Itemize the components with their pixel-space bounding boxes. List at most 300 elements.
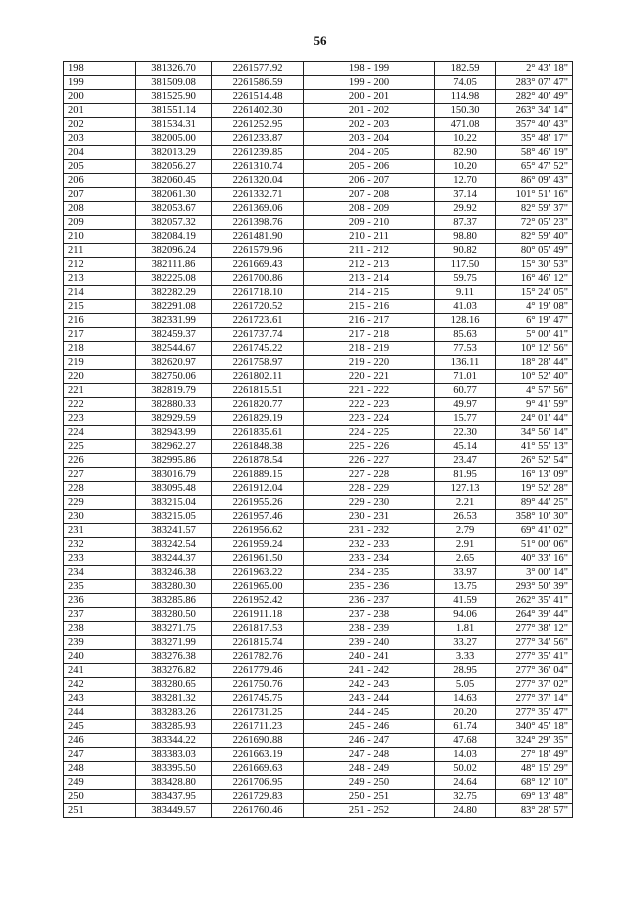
segment-cell: 226 - 227	[304, 454, 435, 468]
coordinates-table-body	[64, 62, 573, 818]
segment-length-cell: 2.65	[435, 552, 496, 566]
direction-angle-cell: 89° 44' 25"	[496, 496, 573, 510]
segment-cell: 247 - 248	[304, 748, 435, 762]
segment-cell: 241 - 242	[304, 664, 435, 678]
table-row	[64, 216, 573, 230]
x-coordinate-cell: 382225.08	[136, 272, 212, 286]
x-coordinate-cell: 383276.82	[136, 664, 212, 678]
point-number-cell: 247	[64, 748, 136, 762]
segment-cell: 251 - 252	[304, 804, 435, 818]
y-coordinate-cell: 2261779.46	[212, 664, 304, 678]
y-coordinate-cell: 2261239.85	[212, 146, 304, 160]
point-number-cell: 219	[64, 356, 136, 370]
segment-length-cell: 10.20	[435, 160, 496, 174]
x-coordinate-cell: 381534.31	[136, 118, 212, 132]
x-coordinate-cell: 383285.93	[136, 720, 212, 734]
y-coordinate-cell: 2261723.61	[212, 314, 304, 328]
segment-cell: 239 - 240	[304, 636, 435, 650]
direction-angle-cell: 26° 52' 54"	[496, 454, 573, 468]
y-coordinate-cell: 2261782.76	[212, 650, 304, 664]
x-coordinate-cell: 383280.65	[136, 678, 212, 692]
table-row	[64, 202, 573, 216]
point-number-cell: 249	[64, 776, 136, 790]
segment-cell: 225 - 226	[304, 440, 435, 454]
direction-angle-cell: 35° 48' 17"	[496, 132, 573, 146]
point-number-cell: 209	[64, 216, 136, 230]
table-row	[64, 104, 573, 118]
x-coordinate-cell: 383215.05	[136, 510, 212, 524]
table-row	[64, 678, 573, 692]
coordinates-table	[63, 61, 573, 818]
point-number-cell: 224	[64, 426, 136, 440]
direction-angle-cell: 16° 46' 12"	[496, 272, 573, 286]
point-number-cell: 218	[64, 342, 136, 356]
x-coordinate-cell: 381525.90	[136, 90, 212, 104]
x-coordinate-cell: 383437.95	[136, 790, 212, 804]
segment-length-cell: 5.05	[435, 678, 496, 692]
point-number-cell: 220	[64, 370, 136, 384]
x-coordinate-cell: 383285.86	[136, 594, 212, 608]
segment-cell: 200 - 201	[304, 90, 435, 104]
table-row	[64, 258, 573, 272]
direction-angle-cell: 72° 05' 23"	[496, 216, 573, 230]
direction-angle-cell: 5° 00' 41"	[496, 328, 573, 342]
segment-length-cell: 28.95	[435, 664, 496, 678]
y-coordinate-cell: 2261802.11	[212, 370, 304, 384]
segment-length-cell: 24.80	[435, 804, 496, 818]
direction-angle-cell: 293° 50' 39"	[496, 580, 573, 594]
table-row	[64, 356, 573, 370]
y-coordinate-cell: 2261889.15	[212, 468, 304, 482]
y-coordinate-cell: 2261711.23	[212, 720, 304, 734]
x-coordinate-cell: 382819.79	[136, 384, 212, 398]
table-row	[64, 776, 573, 790]
x-coordinate-cell: 383344.22	[136, 734, 212, 748]
table-row	[64, 454, 573, 468]
table-row	[64, 244, 573, 258]
point-number-cell: 198	[64, 62, 136, 76]
point-number-cell: 204	[64, 146, 136, 160]
table-row	[64, 398, 573, 412]
segment-cell: 236 - 237	[304, 594, 435, 608]
point-number-cell: 225	[64, 440, 136, 454]
x-coordinate-cell: 383215.04	[136, 496, 212, 510]
segment-cell: 213 - 214	[304, 272, 435, 286]
table-row	[64, 132, 573, 146]
segment-cell: 233 - 234	[304, 552, 435, 566]
segment-length-cell: 50.02	[435, 762, 496, 776]
point-number-cell: 245	[64, 720, 136, 734]
point-number-cell: 213	[64, 272, 136, 286]
point-number-cell: 233	[64, 552, 136, 566]
segment-cell: 209 - 210	[304, 216, 435, 230]
segment-cell: 240 - 241	[304, 650, 435, 664]
segment-length-cell: 12.70	[435, 174, 496, 188]
segment-cell: 224 - 225	[304, 426, 435, 440]
table-row	[64, 62, 573, 76]
table-row	[64, 734, 573, 748]
y-coordinate-cell: 2261700.86	[212, 272, 304, 286]
point-number-cell: 216	[64, 314, 136, 328]
segment-length-cell: 29.92	[435, 202, 496, 216]
segment-cell: 220 - 221	[304, 370, 435, 384]
table-row	[64, 426, 573, 440]
segment-cell: 232 - 233	[304, 538, 435, 552]
table-row	[64, 566, 573, 580]
direction-angle-cell: 83° 28' 57"	[496, 804, 573, 818]
direction-angle-cell: 40° 33' 16"	[496, 552, 573, 566]
y-coordinate-cell: 2261577.92	[212, 62, 304, 76]
y-coordinate-cell: 2261745.22	[212, 342, 304, 356]
direction-angle-cell: 4° 19' 08"	[496, 300, 573, 314]
direction-angle-cell: 68° 12' 10"	[496, 776, 573, 790]
y-coordinate-cell: 2261815.51	[212, 384, 304, 398]
segment-cell: 214 - 215	[304, 286, 435, 300]
x-coordinate-cell: 383383.03	[136, 748, 212, 762]
segment-length-cell: 37.14	[435, 188, 496, 202]
direction-angle-cell: 24° 01' 44"	[496, 412, 573, 426]
table-row	[64, 552, 573, 566]
direction-angle-cell: 15° 30' 53"	[496, 258, 573, 272]
segment-cell: 219 - 220	[304, 356, 435, 370]
y-coordinate-cell: 2261912.04	[212, 482, 304, 496]
direction-angle-cell: 4° 57' 56"	[496, 384, 573, 398]
y-coordinate-cell: 2261252.95	[212, 118, 304, 132]
table-row	[64, 594, 573, 608]
y-coordinate-cell: 2261398.76	[212, 216, 304, 230]
x-coordinate-cell: 382943.99	[136, 426, 212, 440]
table-row	[64, 342, 573, 356]
x-coordinate-cell: 382057.32	[136, 216, 212, 230]
table-row	[64, 706, 573, 720]
table-row	[64, 146, 573, 160]
point-number-cell: 241	[64, 664, 136, 678]
point-number-cell: 235	[64, 580, 136, 594]
point-number-cell: 222	[64, 398, 136, 412]
y-coordinate-cell: 2261579.96	[212, 244, 304, 258]
segment-length-cell: 114.98	[435, 90, 496, 104]
table-row	[64, 762, 573, 776]
x-coordinate-cell: 383428.80	[136, 776, 212, 790]
point-number-cell: 210	[64, 230, 136, 244]
direction-angle-cell: 82° 59' 37"	[496, 202, 573, 216]
table-row	[64, 580, 573, 594]
y-coordinate-cell: 2261965.00	[212, 580, 304, 594]
segment-length-cell: 77.53	[435, 342, 496, 356]
direction-angle-cell: 27° 18' 49"	[496, 748, 573, 762]
direction-angle-cell: 282° 40' 49"	[496, 90, 573, 104]
segment-cell: 216 - 217	[304, 314, 435, 328]
x-coordinate-cell: 383276.38	[136, 650, 212, 664]
y-coordinate-cell: 2261233.87	[212, 132, 304, 146]
y-coordinate-cell: 2261669.63	[212, 762, 304, 776]
y-coordinate-cell: 2261332.71	[212, 188, 304, 202]
x-coordinate-cell: 382111.86	[136, 258, 212, 272]
x-coordinate-cell: 382056.27	[136, 160, 212, 174]
x-coordinate-cell: 383280.30	[136, 580, 212, 594]
point-number-cell: 250	[64, 790, 136, 804]
direction-angle-cell: 10° 12' 56"	[496, 342, 573, 356]
segment-cell: 212 - 213	[304, 258, 435, 272]
direction-angle-cell: 58° 46' 19"	[496, 146, 573, 160]
point-number-cell: 251	[64, 804, 136, 818]
x-coordinate-cell: 382084.19	[136, 230, 212, 244]
direction-angle-cell: 86° 09' 43"	[496, 174, 573, 188]
y-coordinate-cell: 2261848.38	[212, 440, 304, 454]
segment-length-cell: 59.75	[435, 272, 496, 286]
segment-length-cell: 45.14	[435, 440, 496, 454]
segment-length-cell: 23.47	[435, 454, 496, 468]
x-coordinate-cell: 383271.75	[136, 622, 212, 636]
table-row	[64, 370, 573, 384]
segment-length-cell: 49.97	[435, 398, 496, 412]
segment-cell: 217 - 218	[304, 328, 435, 342]
direction-angle-cell: 48° 15' 29"	[496, 762, 573, 776]
x-coordinate-cell: 382060.45	[136, 174, 212, 188]
y-coordinate-cell: 2261959.24	[212, 538, 304, 552]
point-number-cell: 248	[64, 762, 136, 776]
point-number-cell: 246	[64, 734, 136, 748]
segment-cell: 201 - 202	[304, 104, 435, 118]
x-coordinate-cell: 382962.27	[136, 440, 212, 454]
point-number-cell: 243	[64, 692, 136, 706]
direction-angle-cell: 34° 56' 14"	[496, 426, 573, 440]
point-number-cell: 217	[64, 328, 136, 342]
segment-cell: 223 - 224	[304, 412, 435, 426]
segment-cell: 199 - 200	[304, 76, 435, 90]
direction-angle-cell: 358° 10' 30"	[496, 510, 573, 524]
segment-cell: 227 - 228	[304, 468, 435, 482]
point-number-cell: 240	[64, 650, 136, 664]
y-coordinate-cell: 2261750.76	[212, 678, 304, 692]
direction-angle-cell: 18° 28' 44"	[496, 356, 573, 370]
point-number-cell: 226	[64, 454, 136, 468]
table-row	[64, 412, 573, 426]
x-coordinate-cell: 383449.57	[136, 804, 212, 818]
y-coordinate-cell: 2261731.25	[212, 706, 304, 720]
segment-cell: 238 - 239	[304, 622, 435, 636]
direction-angle-cell: 69° 41' 02"	[496, 524, 573, 538]
x-coordinate-cell: 382282.29	[136, 286, 212, 300]
point-number-cell: 200	[64, 90, 136, 104]
table-row	[64, 230, 573, 244]
direction-angle-cell: 277° 38' 12"	[496, 622, 573, 636]
segment-cell: 250 - 251	[304, 790, 435, 804]
direction-angle-cell: 283° 07' 47"	[496, 76, 573, 90]
segment-length-cell: 41.59	[435, 594, 496, 608]
table-row	[64, 118, 573, 132]
segment-cell: 248 - 249	[304, 762, 435, 776]
segment-length-cell: 136.11	[435, 356, 496, 370]
segment-length-cell: 71.01	[435, 370, 496, 384]
y-coordinate-cell: 2261706.95	[212, 776, 304, 790]
point-number-cell: 242	[64, 678, 136, 692]
x-coordinate-cell: 382331.99	[136, 314, 212, 328]
point-number-cell: 229	[64, 496, 136, 510]
segment-length-cell: 2.91	[435, 538, 496, 552]
y-coordinate-cell: 2261815.74	[212, 636, 304, 650]
table-row	[64, 300, 573, 314]
segment-length-cell: 128.16	[435, 314, 496, 328]
y-coordinate-cell: 2261952.42	[212, 594, 304, 608]
segment-length-cell: 26.53	[435, 510, 496, 524]
segment-length-cell: 32.75	[435, 790, 496, 804]
y-coordinate-cell: 2261310.74	[212, 160, 304, 174]
segment-cell: 228 - 229	[304, 482, 435, 496]
segment-length-cell: 47.68	[435, 734, 496, 748]
segment-length-cell: 94.06	[435, 608, 496, 622]
direction-angle-cell: 357° 40' 43"	[496, 118, 573, 132]
segment-cell: 231 - 232	[304, 524, 435, 538]
table-row	[64, 608, 573, 622]
y-coordinate-cell: 2261586.59	[212, 76, 304, 90]
segment-length-cell: 3.33	[435, 650, 496, 664]
point-number-cell: 201	[64, 104, 136, 118]
y-coordinate-cell: 2261720.52	[212, 300, 304, 314]
x-coordinate-cell: 382929.59	[136, 412, 212, 426]
table-row	[64, 692, 573, 706]
point-number-cell: 215	[64, 300, 136, 314]
segment-cell: 221 - 222	[304, 384, 435, 398]
segment-cell: 204 - 205	[304, 146, 435, 160]
y-coordinate-cell: 2261955.26	[212, 496, 304, 510]
point-number-cell: 234	[64, 566, 136, 580]
segment-cell: 215 - 216	[304, 300, 435, 314]
point-number-cell: 212	[64, 258, 136, 272]
table-row	[64, 468, 573, 482]
direction-angle-cell: 15° 24' 05"	[496, 286, 573, 300]
table-row	[64, 384, 573, 398]
table-row	[64, 524, 573, 538]
point-number-cell: 227	[64, 468, 136, 482]
direction-angle-cell: 51° 00' 06"	[496, 538, 573, 552]
y-coordinate-cell: 2261758.97	[212, 356, 304, 370]
segment-length-cell: 90.82	[435, 244, 496, 258]
x-coordinate-cell: 382995.86	[136, 454, 212, 468]
point-number-cell: 211	[64, 244, 136, 258]
direction-angle-cell: 340° 45' 18"	[496, 720, 573, 734]
x-coordinate-cell: 383244.37	[136, 552, 212, 566]
x-coordinate-cell: 382096.24	[136, 244, 212, 258]
segment-length-cell: 9.11	[435, 286, 496, 300]
segment-length-cell: 150.30	[435, 104, 496, 118]
direction-angle-cell: 82° 59' 40"	[496, 230, 573, 244]
table-row	[64, 510, 573, 524]
point-number-cell: 237	[64, 608, 136, 622]
table-row	[64, 496, 573, 510]
table-row	[64, 76, 573, 90]
x-coordinate-cell: 383280.50	[136, 608, 212, 622]
y-coordinate-cell: 2261745.75	[212, 692, 304, 706]
table-row	[64, 748, 573, 762]
x-coordinate-cell: 382620.97	[136, 356, 212, 370]
page-number: 56	[313, 33, 327, 48]
segment-length-cell: 13.75	[435, 580, 496, 594]
direction-angle-cell: 19° 52' 28"	[496, 482, 573, 496]
x-coordinate-cell: 383241.57	[136, 524, 212, 538]
direction-angle-cell: 6° 19' 47"	[496, 314, 573, 328]
segment-length-cell: 10.22	[435, 132, 496, 146]
x-coordinate-cell: 382544.67	[136, 342, 212, 356]
y-coordinate-cell: 2261737.74	[212, 328, 304, 342]
segment-length-cell: 14.03	[435, 748, 496, 762]
segment-length-cell: 87.37	[435, 216, 496, 230]
segment-length-cell: 2.79	[435, 524, 496, 538]
segment-cell: 206 - 207	[304, 174, 435, 188]
x-coordinate-cell: 383095.48	[136, 482, 212, 496]
segment-cell: 244 - 245	[304, 706, 435, 720]
point-number-cell: 203	[64, 132, 136, 146]
x-coordinate-cell: 383271.99	[136, 636, 212, 650]
direction-angle-cell: 69° 13' 48"	[496, 790, 573, 804]
segment-cell: 249 - 250	[304, 776, 435, 790]
segment-length-cell: 82.90	[435, 146, 496, 160]
segment-length-cell: 74.05	[435, 76, 496, 90]
point-number-cell: 230	[64, 510, 136, 524]
y-coordinate-cell: 2261402.30	[212, 104, 304, 118]
y-coordinate-cell: 2261481.90	[212, 230, 304, 244]
point-number-cell: 232	[64, 538, 136, 552]
point-number-cell: 199	[64, 76, 136, 90]
table-row	[64, 664, 573, 678]
y-coordinate-cell: 2261956.62	[212, 524, 304, 538]
direction-angle-cell: 264° 39' 44"	[496, 608, 573, 622]
segment-cell: 222 - 223	[304, 398, 435, 412]
table-row	[64, 650, 573, 664]
y-coordinate-cell: 2261820.77	[212, 398, 304, 412]
point-number-cell: 231	[64, 524, 136, 538]
point-number-cell: 207	[64, 188, 136, 202]
segment-length-cell: 85.63	[435, 328, 496, 342]
x-coordinate-cell: 382291.08	[136, 300, 212, 314]
point-number-cell: 228	[64, 482, 136, 496]
segment-length-cell: 15.77	[435, 412, 496, 426]
direction-angle-cell: 277° 35' 47"	[496, 706, 573, 720]
segment-cell: 243 - 244	[304, 692, 435, 706]
y-coordinate-cell: 2261957.46	[212, 510, 304, 524]
x-coordinate-cell: 383016.79	[136, 468, 212, 482]
direction-angle-cell: 277° 34' 56"	[496, 636, 573, 650]
table-row	[64, 538, 573, 552]
y-coordinate-cell: 2261718.10	[212, 286, 304, 300]
x-coordinate-cell: 383283.26	[136, 706, 212, 720]
table-row	[64, 286, 573, 300]
x-coordinate-cell: 381551.14	[136, 104, 212, 118]
x-coordinate-cell: 383246.38	[136, 566, 212, 580]
segment-length-cell: 33.27	[435, 636, 496, 650]
table-row	[64, 720, 573, 734]
segment-length-cell: 33.97	[435, 566, 496, 580]
direction-angle-cell: 16° 13' 09"	[496, 468, 573, 482]
segment-length-cell: 14.63	[435, 692, 496, 706]
y-coordinate-cell: 2261320.04	[212, 174, 304, 188]
segment-cell: 210 - 211	[304, 230, 435, 244]
segment-cell: 218 - 219	[304, 342, 435, 356]
direction-angle-cell: 263° 34' 14"	[496, 104, 573, 118]
y-coordinate-cell: 2261878.54	[212, 454, 304, 468]
segment-length-cell: 22.30	[435, 426, 496, 440]
table-row	[64, 482, 573, 496]
point-number-cell: 236	[64, 594, 136, 608]
point-number-cell: 202	[64, 118, 136, 132]
table-row	[64, 440, 573, 454]
x-coordinate-cell: 383242.54	[136, 538, 212, 552]
direction-angle-cell: 3° 00' 14"	[496, 566, 573, 580]
x-coordinate-cell: 383281.32	[136, 692, 212, 706]
segment-cell: 205 - 206	[304, 160, 435, 174]
x-coordinate-cell: 382880.33	[136, 398, 212, 412]
segment-cell: 235 - 236	[304, 580, 435, 594]
